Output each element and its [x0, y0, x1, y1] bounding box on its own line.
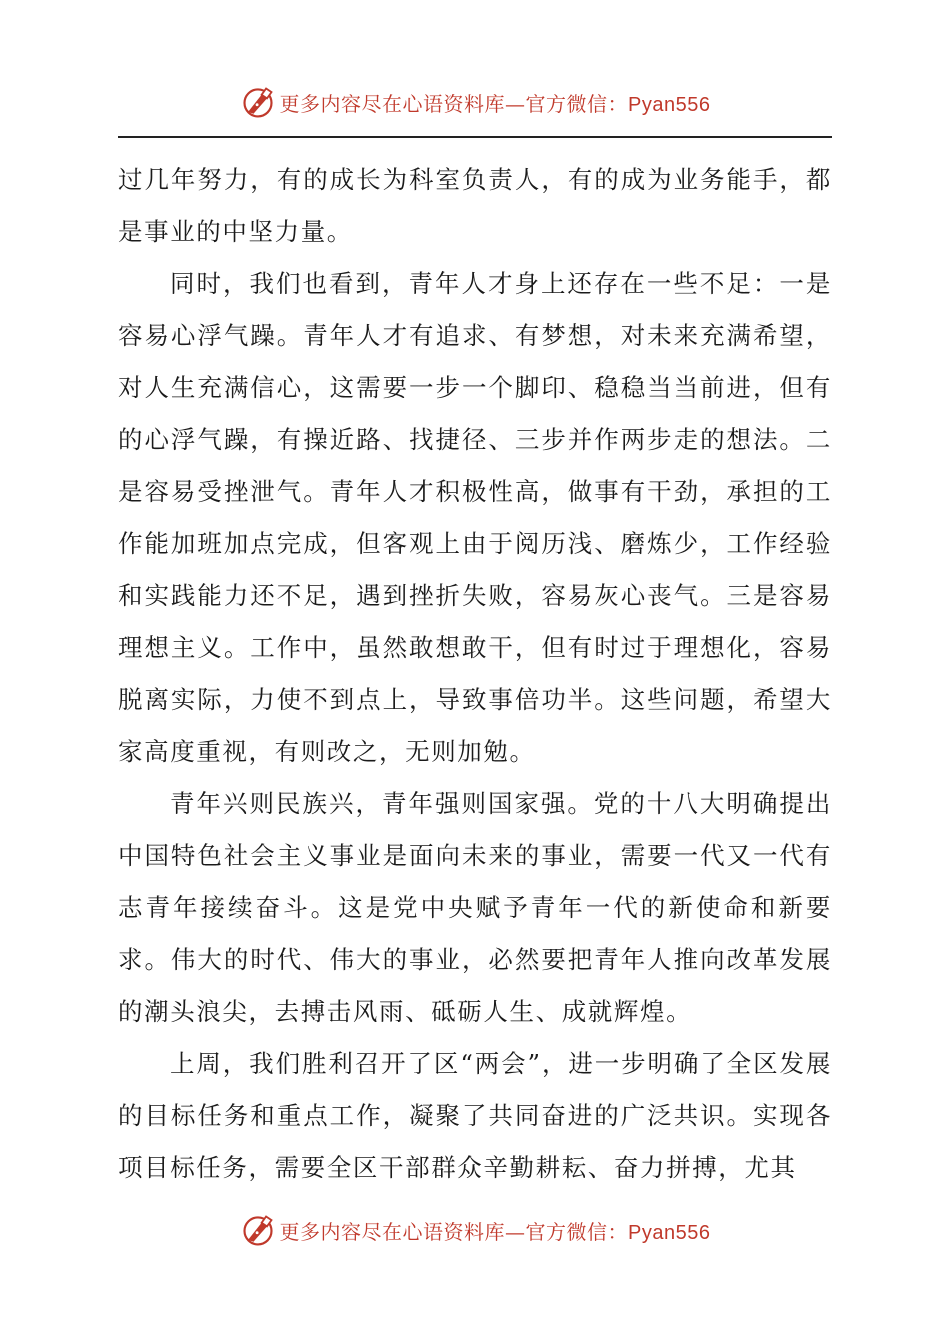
document-body: [118, 154, 832, 1194]
footer-banner-label: 更多内容尽在心语资料库—官方微信：: [279, 1219, 629, 1244]
footer-banner-text: [280, 1216, 711, 1245]
header-banner-text: [280, 88, 711, 117]
pen-nib-logo-icon: [240, 84, 276, 120]
paragraph-3: 青年兴则民族兴，青年强则国家强。党的十八大明确提出中国特色社会主义事业是面向未来的事业，需要一代又一代有志青年接续奋斗。这是党中央赋予青年一代的新使命和新要求。伟大的时代、伟大的事业，必然要把青年人推向改革发展的潮头浪尖，去搏击风雨、砥砺人生、成就辉煌。: [118, 789, 832, 1026]
header-divider: [118, 136, 832, 138]
footer-wechat-id: Pyan556: [628, 1221, 711, 1244]
header-banner: [0, 82, 950, 122]
header-wechat-id: Pyan556: [628, 93, 711, 116]
footer-banner: [0, 1210, 950, 1250]
paragraph-1: 过几年努力，有的成长为科室负责人，有的成为业务能手，都是事业的中坚力量。: [118, 165, 832, 246]
paragraph-2: 同时，我们也看到，青年人才身上还存在一些不足：一是容易心浮气躁。青年人才有追求、有梦想，对未来充满希望，对人生充满信心，这需要一步一个脚印、稳稳当当前进，但有的心浮气躁，有操近路、找捷径、三步并作两步走的想法。二是容易受挫泄气。青年人才积极性高，做事有干劲，承担的工作能加班加点完成，但客观上由于阅历浅、磨炼少，工作经验和实践能力还不足，遇到挫折失败，容易灰心丧气。三是容易理想主义。工作中，虽然敢想敢干，但有时过于理想化，容易脱离实际，力使不到点上，导致事倍功半。这些问题，希望大家高度重视，有则改之，无则加勉。: [118, 269, 832, 766]
header-banner-label: 更多内容尽在心语资料库—官方微信：: [279, 91, 629, 116]
pen-nib-logo-icon: [240, 1212, 276, 1248]
paragraph-4: 上周，我们胜利召开了区“两会”，进一步明确了全区发展的目标任务和重点工作，凝聚了共同奋进的广泛共识。实现各项目标任务，需要全区干部群众辛勤耕耘、奋力拼搏，尤其: [118, 1049, 832, 1182]
